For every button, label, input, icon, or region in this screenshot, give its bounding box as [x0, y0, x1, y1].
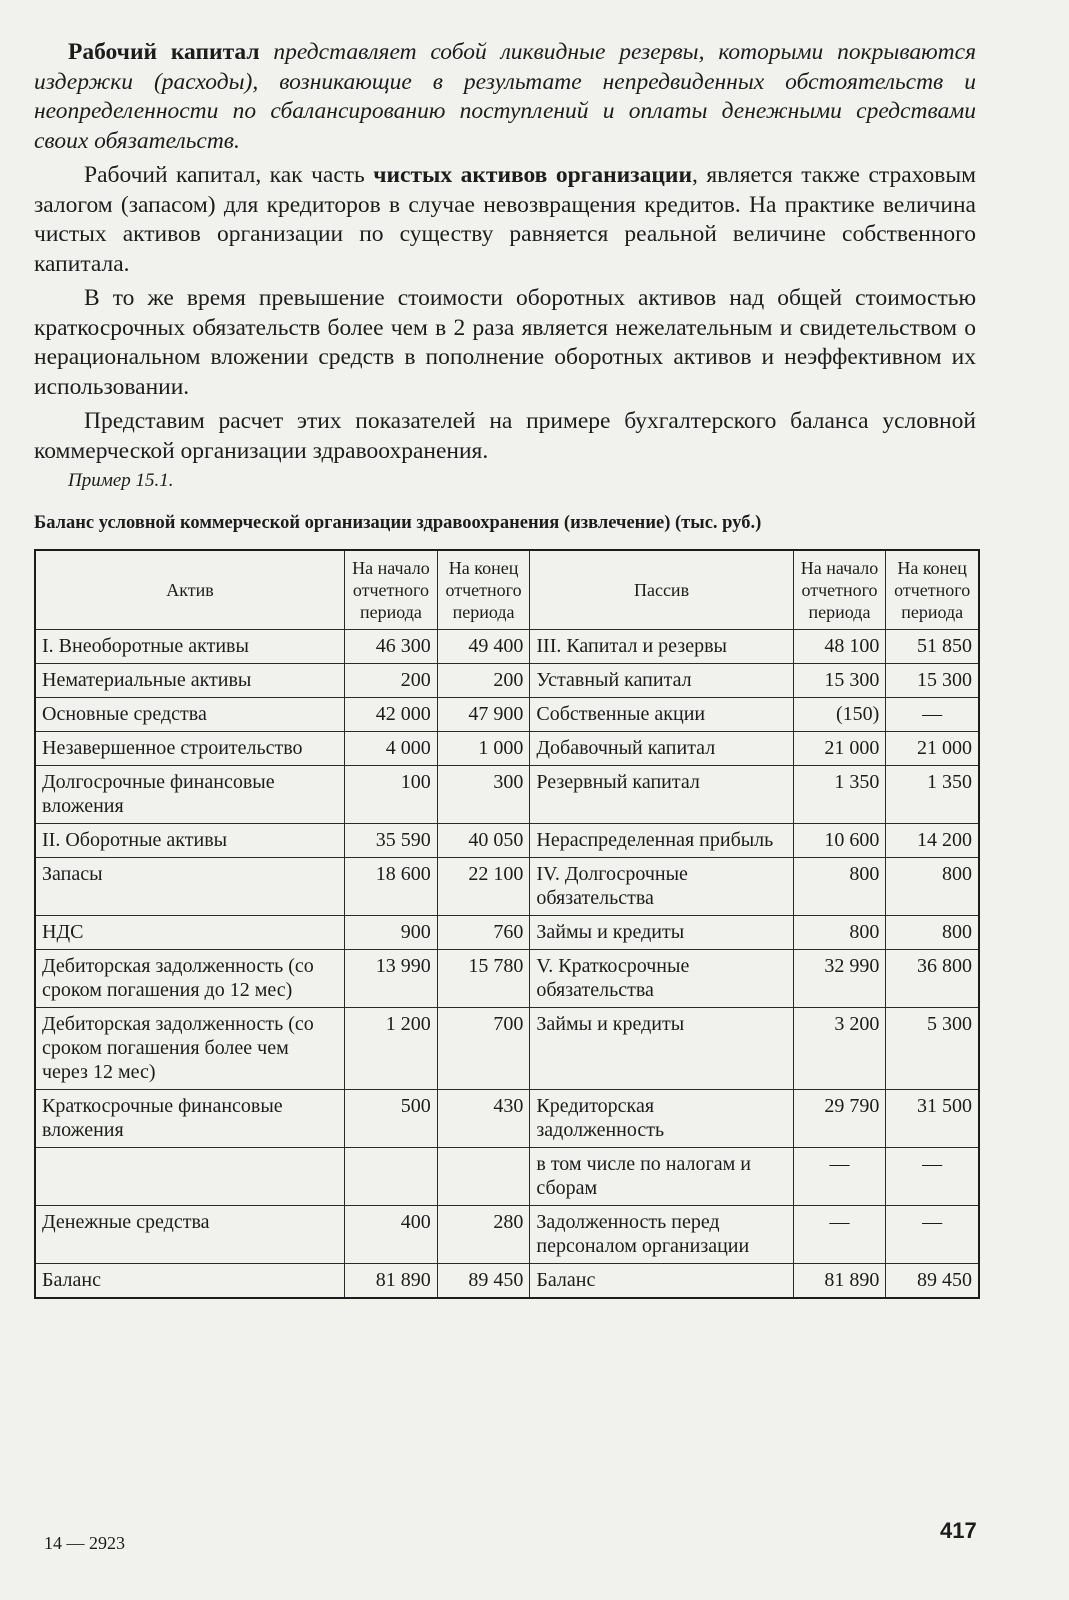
asset-start-value: 35 590 — [345, 824, 438, 858]
liability-cell: Кредиторская задолженность — [530, 1090, 793, 1148]
page-number: 417 — [940, 1518, 977, 1543]
table-row — [35, 1206, 979, 1264]
liability-cell: Баланс — [530, 1264, 793, 1299]
liability-cell: Добавочный капитал — [530, 732, 793, 766]
balance-table — [34, 549, 980, 1299]
header-liability-start: На начало отчетного периода — [793, 550, 886, 630]
liability-end-value: 15 300 — [886, 664, 979, 698]
table-caption: Баланс условной коммерческой организации здравоохранения (извлечение) (тыс. руб.) — [34, 513, 762, 533]
liability-end-value: — — [886, 1148, 979, 1206]
table-row — [35, 950, 979, 1008]
liability-cell: Займы и кредиты — [530, 916, 793, 950]
header-liability: Пассив — [530, 550, 793, 630]
term-working-capital: Рабочий капитал — [68, 39, 260, 65]
liability-end-value: 800 — [886, 858, 979, 916]
asset-cell: Нематериальные активы — [35, 664, 345, 698]
asset-cell: I. Внеоборотные активы — [35, 630, 345, 664]
liability-cell: Резервный капитал — [530, 766, 793, 824]
asset-start-value: 4 000 — [345, 732, 438, 766]
asset-end-value: 280 — [437, 1206, 530, 1264]
table-row — [35, 1148, 979, 1206]
liability-cell: III. Капитал и резервы — [530, 630, 793, 664]
liability-start-value: — — [793, 1206, 886, 1264]
liability-end-value: 21 000 — [886, 732, 979, 766]
paragraph-working-capital-definition — [34, 38, 976, 156]
liability-end-value: 1 350 — [886, 766, 979, 824]
asset-end-value: 15 780 — [437, 950, 530, 1008]
asset-end-value: 430 — [437, 1090, 530, 1148]
header-asset: Актив — [35, 550, 345, 630]
table-body — [35, 630, 979, 1299]
asset-start-value: 42 000 — [345, 698, 438, 732]
liability-start-value: 21 000 — [793, 732, 886, 766]
asset-start-value: 500 — [345, 1090, 438, 1148]
paragraph-excess: В то же время превышение стоимости оборотных активов над общей стоимостью краткосрочных обязательств более чем в 2 раза является нежелательным и свидетельством о нерациональном вложении средств в пополнение оборотных активов и неэффективном их использовании. — [34, 285, 976, 400]
table-row — [35, 824, 979, 858]
asset-start-value: 13 990 — [345, 950, 438, 1008]
asset-cell — [35, 1148, 345, 1206]
paragraph-text: Рабочий капитал, как часть — [84, 162, 374, 188]
asset-end-value: 22 100 — [437, 858, 530, 916]
liability-cell: Нераспределенная прибыль — [530, 824, 793, 858]
liability-start-value: 1 350 — [793, 766, 886, 824]
folio-mark: 14 — 2923 — [44, 1533, 125, 1553]
liability-end-value: — — [886, 698, 979, 732]
liability-cell: V. Краткосрочные обязательства — [530, 950, 793, 1008]
asset-end-value: 760 — [437, 916, 530, 950]
asset-cell: Денежные средства — [35, 1206, 345, 1264]
liability-start-value: — — [793, 1148, 886, 1206]
asset-cell: Основные средства — [35, 698, 345, 732]
header-asset-end: На конец отчетного периода — [437, 550, 530, 630]
asset-end-value: 1 000 — [437, 732, 530, 766]
asset-cell: Запасы — [35, 858, 345, 916]
liability-start-value: 15 300 — [793, 664, 886, 698]
liability-end-value: 36 800 — [886, 950, 979, 1008]
body-text — [34, 38, 976, 466]
liability-end-value: 5 300 — [886, 1008, 979, 1090]
asset-start-value: 400 — [345, 1206, 438, 1264]
asset-start-value: 18 600 — [345, 858, 438, 916]
liability-start-value: 29 790 — [793, 1090, 886, 1148]
asset-start-value: 81 890 — [345, 1264, 438, 1299]
table-row — [35, 1264, 979, 1299]
asset-start-value: 200 — [345, 664, 438, 698]
table-row — [35, 858, 979, 916]
term-net-assets: чистых активов организации — [373, 162, 692, 188]
liability-end-value: 31 500 — [886, 1090, 979, 1148]
table-row — [35, 698, 979, 732]
asset-end-value: 49 400 — [437, 630, 530, 664]
liability-end-value: — — [886, 1206, 979, 1264]
paragraph-net-assets — [34, 161, 976, 279]
asset-cell: Дебиторская задолженность (со сроком погашения более чем через 12 мес) — [35, 1008, 345, 1090]
table-row — [35, 630, 979, 664]
asset-cell: Незавершенное строительство — [35, 732, 345, 766]
liability-start-value: 10 600 — [793, 824, 886, 858]
liability-start-value: 48 100 — [793, 630, 886, 664]
asset-start-value: 1 200 — [345, 1008, 438, 1090]
table-row — [35, 916, 979, 950]
liability-start-value: 800 — [793, 916, 886, 950]
header-asset-start: На начало отчетного периода — [345, 550, 438, 630]
asset-start-value — [345, 1148, 438, 1206]
asset-cell: Долгосрочные финансовые вложения — [35, 766, 345, 824]
liability-cell: IV. Долгосрочные обязательства — [530, 858, 793, 916]
table-header-row — [35, 550, 979, 630]
asset-start-value: 900 — [345, 916, 438, 950]
liability-end-value: 89 450 — [886, 1264, 979, 1299]
asset-end-value: 700 — [437, 1008, 530, 1090]
liability-start-value: 800 — [793, 858, 886, 916]
liability-cell: Уставный капитал — [530, 664, 793, 698]
asset-cell: Дебиторская задолженность (со сроком погашения до 12 мес) — [35, 950, 345, 1008]
table-row — [35, 1008, 979, 1090]
asset-end-value: 200 — [437, 664, 530, 698]
asset-cell: НДС — [35, 916, 345, 950]
asset-cell: Баланс — [35, 1264, 345, 1299]
table-row — [35, 664, 979, 698]
asset-start-value: 46 300 — [345, 630, 438, 664]
asset-end-value: 89 450 — [437, 1264, 530, 1299]
asset-cell: Краткосрочные финансовые вложения — [35, 1090, 345, 1148]
asset-cell: II. Оборотные активы — [35, 824, 345, 858]
asset-start-value: 100 — [345, 766, 438, 824]
table-row — [35, 732, 979, 766]
table-row — [35, 1090, 979, 1148]
liability-end-value: 800 — [886, 916, 979, 950]
liability-cell: Займы и кредиты — [530, 1008, 793, 1090]
header-liability-end: На конец отчетного периода — [886, 550, 979, 630]
liability-cell: Собственные акции — [530, 698, 793, 732]
definition-text: представляет собой ликвидные резервы, которыми покрываются издержки (расходы), возникающие в результате непредвиденных обстоятельств и неопределенности по сбалансированию поступлений и оплаты денежными средствами своих обязательств. — [34, 39, 977, 154]
liability-cell: в том числе по налогам и сборам — [530, 1148, 793, 1206]
liability-cell: Задолженность перед персоналом организации — [530, 1206, 793, 1264]
example-label: Пример 15.1. — [68, 470, 174, 491]
table-row — [35, 766, 979, 824]
asset-end-value: 300 — [437, 766, 530, 824]
paragraph-text: , является также страховым залогом (запасом) для кредиторов в случае невозвращения кредитов. На практике величина чистых активов организации по существу равняется реальной величине собственного капитала. — [34, 162, 976, 277]
liability-start-value: 32 990 — [793, 950, 886, 1008]
asset-end-value — [437, 1148, 530, 1206]
liability-start-value: (150) — [793, 698, 886, 732]
liability-start-value: 81 890 — [793, 1264, 886, 1299]
liability-end-value: 14 200 — [886, 824, 979, 858]
liability-start-value: 3 200 — [793, 1008, 886, 1090]
paragraph-example-intro: Представим расчет этих показателей на примере бухгалтерского баланса условной коммерческой организации здравоохранения. — [34, 408, 976, 464]
liability-end-value: 51 850 — [886, 630, 979, 664]
asset-end-value: 40 050 — [437, 824, 530, 858]
asset-end-value: 47 900 — [437, 698, 530, 732]
